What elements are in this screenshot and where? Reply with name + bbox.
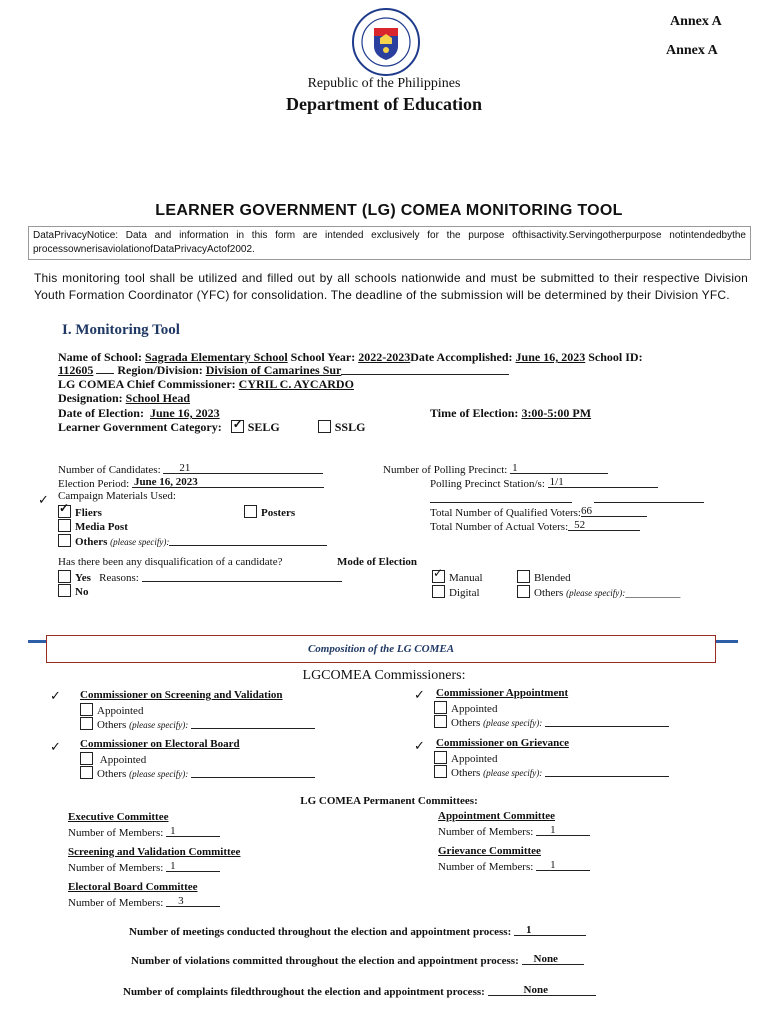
media-post-checkbox[interactable] — [58, 519, 71, 532]
complaints-label: Number of complaints filedthroughout the election and appointment process: — [123, 986, 485, 998]
digital-label: Digital — [449, 587, 480, 599]
appointed-label: Appointed — [97, 705, 144, 717]
designation-label: Designation: — [58, 391, 123, 405]
others-label: Others — [451, 767, 481, 779]
commissioner-title: Commissioner on Electoral Board — [80, 738, 240, 750]
please-specify-label: (please specify): — [129, 769, 189, 779]
check-icon: ✓ — [50, 688, 61, 703]
committee-name: Executive Committee — [68, 811, 169, 823]
members-label: Number of Members: — [438, 826, 534, 838]
precinct-value[interactable]: 1 — [512, 462, 518, 474]
manual-option — [432, 566, 483, 584]
manual-checkbox[interactable] — [432, 566, 445, 583]
others-checkbox[interactable] — [80, 766, 93, 779]
fliers-label: Fliers — [75, 507, 102, 519]
materials-label: Campaign Materials Used: — [58, 490, 176, 502]
others-mode-option — [517, 585, 680, 599]
school-name-value[interactable]: Sagrada Elementary School — [145, 350, 288, 364]
check-icon: ✓ — [38, 492, 49, 507]
committee-name: Electoral Board Committee — [68, 881, 198, 893]
commissioner-option — [434, 715, 669, 729]
no-label: No — [75, 586, 89, 598]
members-label: Number of Members: — [68, 862, 164, 874]
violations-label: Number of violations committed throughout the election and appointment process: — [131, 955, 519, 967]
violations-line — [131, 953, 584, 967]
blended-checkbox[interactable] — [517, 570, 530, 583]
violations-value[interactable]: None — [533, 953, 558, 965]
appointed-checkbox[interactable] — [80, 752, 93, 765]
no-option — [58, 584, 88, 598]
period-value[interactable]: June 16, 2023 — [133, 476, 198, 488]
composition-banner: Composition of the LG COMEA — [46, 635, 716, 663]
others-label: Others — [451, 717, 481, 729]
check-icon: ✓ — [232, 417, 243, 431]
members-value[interactable]: 1 — [170, 825, 176, 837]
no-checkbox[interactable] — [58, 584, 71, 597]
posters-option — [244, 505, 295, 519]
station-value[interactable]: 1/1 — [549, 476, 564, 488]
committee-name: Grievance Committee — [438, 845, 541, 857]
precinct-line — [383, 462, 608, 476]
others-mode-blank[interactable]: __________ — [625, 587, 681, 599]
commissioners-title: LGCOMEA Commissioners: — [302, 668, 466, 683]
region-value[interactable]: Division of Camarines Sur — [205, 363, 342, 377]
committee-name: Appointment Committee — [438, 810, 556, 822]
others-checkbox[interactable] — [434, 715, 447, 728]
fliers-checkbox[interactable] — [58, 501, 71, 518]
check-icon: ✓ — [414, 738, 425, 753]
category-line — [58, 417, 366, 435]
qualified-voters-line — [430, 505, 647, 519]
appointed-checkbox[interactable] — [80, 703, 93, 716]
annex-label: Annex A — [666, 43, 718, 58]
blended-option — [517, 570, 571, 584]
election-date-label: Date of Election: — [58, 406, 144, 420]
members-label: Number of Members: — [68, 897, 164, 909]
complaints-value[interactable]: None — [523, 984, 548, 996]
intro-paragraph: This monitoring tool shall be utilized and filled out by all schools nationwide and must be submitted to their respective Division Youth Formation Coordinator (YFC) for consolidation. The deadline of the submission will be determined by their Division YFC. — [34, 271, 748, 302]
yes-label: Yes — [75, 572, 91, 584]
permanent-committees-title: LG COMEA Permanent Committees: — [300, 795, 478, 807]
election-date-line — [58, 406, 220, 421]
meetings-line — [129, 924, 586, 938]
station-line — [430, 476, 658, 490]
check-icon: ✓ — [50, 739, 61, 754]
others-material-label: Others — [75, 536, 108, 548]
election-time-value[interactable]: 3:00-5:00 PM — [521, 406, 592, 420]
please-specify-label: (please specify): — [566, 588, 626, 598]
check-icon: ✓ — [414, 687, 425, 702]
complaints-line — [123, 984, 596, 998]
posters-label: Posters — [261, 507, 296, 519]
manual-label: Manual — [449, 572, 483, 584]
committee-members-line — [438, 824, 590, 838]
committee-members-line — [68, 895, 220, 909]
chief-commissioner-label: LG COMEA Chief Commissioner: — [58, 377, 236, 391]
blank-line — [594, 502, 704, 503]
members-value[interactable]: 1 — [550, 824, 556, 836]
republic-text: Republic of the Philippines — [307, 76, 461, 91]
mode-of-election-label: Mode of Election — [337, 556, 418, 568]
committee-members-line — [68, 825, 220, 839]
school-id-label: School ID: — [588, 350, 643, 364]
commissioner-title: Commissioner on Grievance — [436, 737, 570, 749]
media-post-label: Media Post — [75, 521, 128, 533]
disqualification-question: Has there been any disqualification of a candidate? — [58, 556, 283, 568]
school-id-value[interactable]: 112605 — [58, 363, 94, 377]
department-title: Department of Education — [286, 94, 482, 114]
election-date-value[interactable]: June 16, 2023 — [149, 406, 220, 420]
yes-checkbox[interactable] — [58, 570, 71, 583]
digital-option — [432, 585, 480, 599]
region-label: Region/Division: — [117, 363, 203, 377]
committee-members-line — [438, 859, 590, 873]
meetings-value[interactable]: 1 — [526, 924, 532, 936]
check-icon: ✓ — [59, 501, 70, 515]
please-specify-label: (please specify): — [483, 768, 543, 778]
date-accomplished-label: Date Accomplished: — [410, 350, 513, 364]
station-label: Polling Precinct Station/s: — [430, 478, 545, 490]
members-label: Number of Members: — [68, 827, 164, 839]
commissioner-title: Commissioner on Screening and Validation — [80, 689, 283, 701]
selg-checkbox[interactable] — [231, 417, 244, 433]
category-label: Learner Government Category: — [58, 420, 222, 434]
commissioner-option — [80, 703, 143, 717]
digital-checkbox[interactable] — [432, 585, 445, 598]
appointed-checkbox[interactable] — [434, 701, 447, 714]
deped-seal-logo — [352, 8, 420, 76]
annex-label: Annex A — [670, 14, 722, 29]
period-label: Election Period: — [58, 478, 130, 490]
precinct-label: Number of Polling Precinct: — [383, 464, 508, 476]
appointed-label: Appointed — [451, 753, 498, 765]
others-label: Others — [97, 768, 127, 780]
candidates-label: Number of Candidates: — [58, 464, 161, 476]
actual-voters-line — [430, 519, 640, 533]
others-material-option — [58, 534, 327, 548]
region-line — [58, 363, 509, 378]
please-specify-label: (please specify): — [483, 718, 543, 728]
commissioner-option — [80, 752, 146, 766]
election-time-label: Time of Election: — [430, 406, 519, 420]
qualified-value[interactable]: 66 — [580, 505, 592, 517]
meetings-label: Number of meetings conducted throughout the election and appointment process: — [129, 926, 512, 938]
qualified-label: Total Number of Qualified Voters: — [430, 507, 581, 519]
actual-label: Total Number of Actual Voters: — [430, 521, 569, 533]
others-checkbox[interactable] — [434, 765, 447, 778]
sslg-label: SSLG — [334, 420, 366, 434]
members-value[interactable]: 3 — [178, 895, 184, 907]
section-title: I. Monitoring Tool — [62, 322, 180, 338]
others-label: Others — [97, 719, 127, 731]
please-specify-label: (please specify): — [110, 537, 170, 547]
check-icon: ✓ — [433, 566, 444, 580]
chief-commissioner-value[interactable]: CYRIL C. AYCARDO — [238, 377, 354, 391]
reasons-label: Reasons: — [99, 572, 139, 584]
fliers-option — [58, 501, 102, 519]
blank-line — [430, 502, 572, 503]
appointed-checkbox[interactable] — [434, 751, 447, 764]
school-year-value[interactable]: 2022-2023 — [358, 350, 411, 364]
candidates-line — [58, 462, 323, 476]
designation-value[interactable]: School Head — [125, 391, 191, 405]
school-name-label: Name of School: — [58, 350, 142, 364]
others-mode-checkbox[interactable] — [517, 585, 530, 598]
sslg-checkbox[interactable] — [318, 420, 331, 433]
commissioner-title: Commissioner Appointment — [436, 687, 569, 699]
designation-line — [58, 391, 190, 406]
period-line — [58, 476, 324, 490]
candidates-value[interactable]: 21 — [179, 462, 191, 474]
posters-checkbox[interactable] — [244, 505, 257, 518]
date-accomplished-value[interactable]: June 16, 2023 — [515, 350, 586, 364]
selg-label: SELG — [247, 420, 280, 434]
commissioner-option — [80, 766, 315, 780]
election-time-line — [430, 406, 591, 421]
appointed-label: Appointed — [99, 754, 147, 766]
members-value[interactable]: 1 — [550, 859, 556, 871]
media-post-option — [58, 519, 128, 533]
data-privacy-notice: DataPrivacyNotice: Data and information in this form are intended exclusively for the purpose ofthisactivity.Servingotherpurpose notintendedbythe processownerisaviolationofDataPrivacyActof2002. — [28, 226, 751, 260]
blended-label: Blended — [534, 572, 571, 584]
committee-name: Screening and Validation Committee — [68, 846, 241, 858]
others-mode-label: Others — [534, 587, 564, 599]
committee-members-line — [68, 860, 220, 874]
commissioner-option — [434, 765, 669, 779]
actual-value[interactable]: 52 — [574, 519, 586, 531]
form-title: LEARNER GOVERNMENT (LG) COMEA MONITORING TOOL — [155, 202, 623, 219]
others-checkbox[interactable] — [80, 717, 93, 730]
school-year-label: School Year: — [290, 350, 356, 364]
commissioner-option — [434, 701, 497, 715]
members-value[interactable]: 1 — [170, 860, 176, 872]
yes-option — [58, 570, 342, 584]
commissioner-line — [58, 377, 354, 392]
commissioner-option — [434, 751, 497, 765]
commissioner-option — [80, 717, 315, 731]
others-material-checkbox[interactable] — [58, 534, 71, 547]
please-specify-label: (please specify): — [129, 720, 189, 730]
members-label: Number of Members: — [438, 861, 534, 873]
appointed-label: Appointed — [451, 703, 498, 715]
